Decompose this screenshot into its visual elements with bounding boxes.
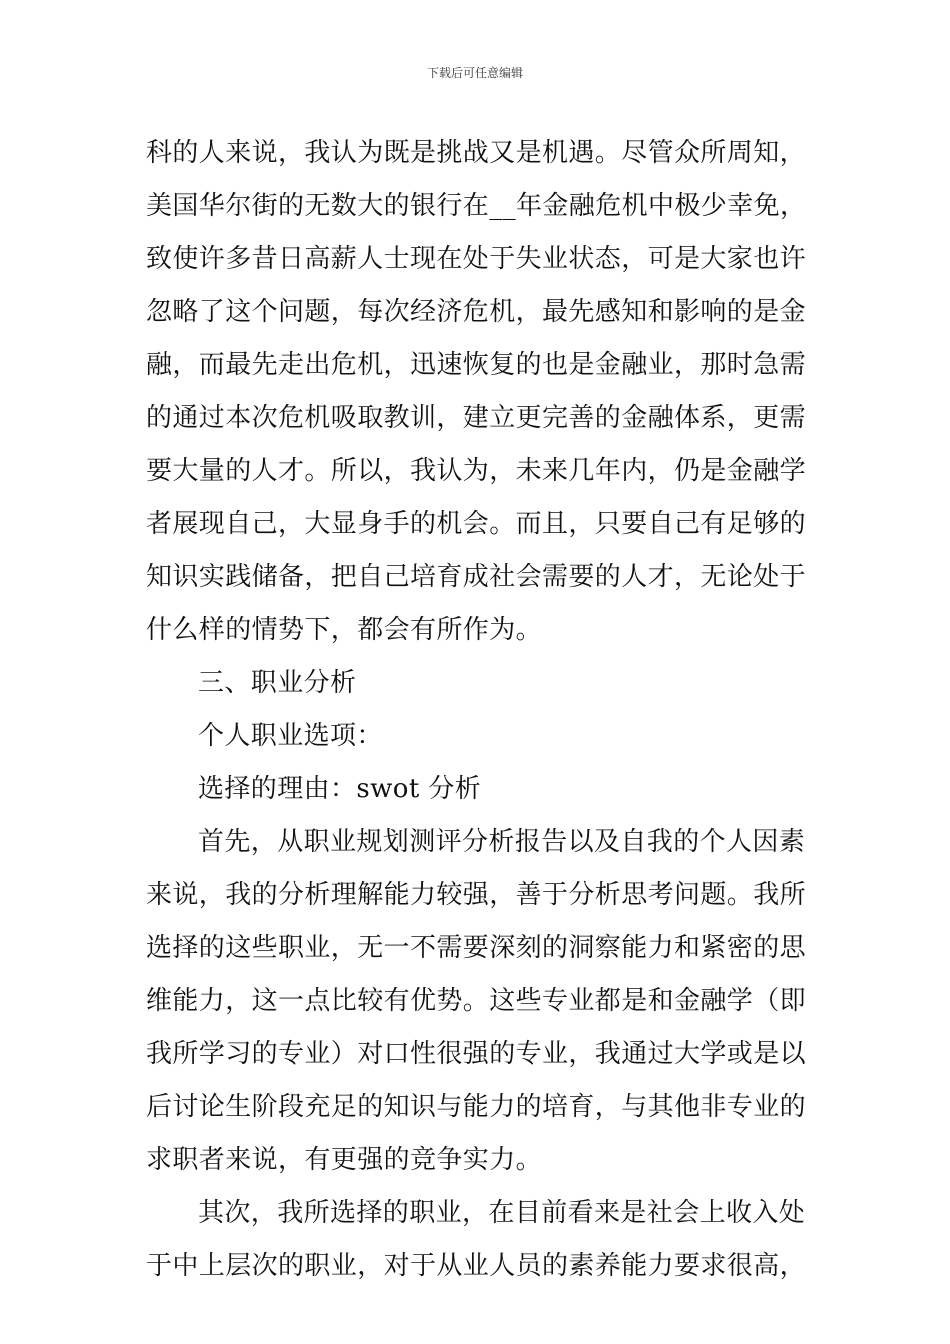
text-line: 美国华尔街的无数大的银行在__年金融危机中极少幸免， — [146, 191, 807, 221]
text-line: 什么样的情势下，都会有所作为。 — [146, 615, 543, 645]
text-line: 融，而最先走出危机，迅速恢复的也是金融业，那时急需 — [146, 350, 807, 380]
page-header: 下载后可任意编辑 — [426, 66, 523, 80]
text-line: 知识实践储备，把自己培育成社会需要的人才，无论处于 — [146, 562, 807, 592]
text-line: 求职者来说，有更强的竞争实力。 — [146, 1145, 543, 1175]
text-line: 三、职业分析 — [198, 668, 357, 698]
text-line: 选择的这些职业，无一不需要深刻的洞察能力和紧密的思 — [146, 933, 807, 963]
text-line: 致使许多昔日高薪人士现在处于失业状态，可是大家也许 — [146, 244, 807, 274]
text-line: 个人职业选项： — [198, 721, 383, 751]
text-line: 要大量的人才。所以，我认为，未来几年内，仍是金融学 — [146, 456, 807, 486]
text-line: 首先，从职业规划测评分析报告以及自我的个人因素 — [198, 827, 806, 857]
text-line: 其次，我所选择的职业，在目前看来是社会上收入处 — [198, 1198, 806, 1228]
text-line: 选择的理由：swot 分析 — [198, 774, 482, 804]
text-line: 科的人来说，我认为既是挑战又是机遇。尽管众所周知， — [146, 138, 807, 168]
text-line: 的通过本次危机吸取教训，建立更完善的金融体系，更需 — [146, 403, 807, 433]
text-line: 后讨论生阶段充足的知识与能力的培育，与其他非专业的 — [146, 1092, 807, 1122]
text-line: 来说，我的分析理解能力较强，善于分析思考问题。我所 — [146, 880, 807, 910]
text-line: 者展现自己，大显身手的机会。而且，只要自己有足够的 — [146, 509, 807, 539]
body-text — [146, 127, 806, 1293]
text-line: 忽略了这个问题，每次经济危机，最先感知和影响的是金 — [146, 297, 807, 327]
text-line: 我所学习的专业）对口性很强的专业，我通过大学或是以 — [146, 1039, 807, 1069]
text-line: 于中上层次的职业，对于从业人员的素养能力要求很高， — [146, 1251, 807, 1281]
text-line: 维能力，这一点比较有优势。这些专业都是和金融学（即 — [146, 986, 807, 1016]
